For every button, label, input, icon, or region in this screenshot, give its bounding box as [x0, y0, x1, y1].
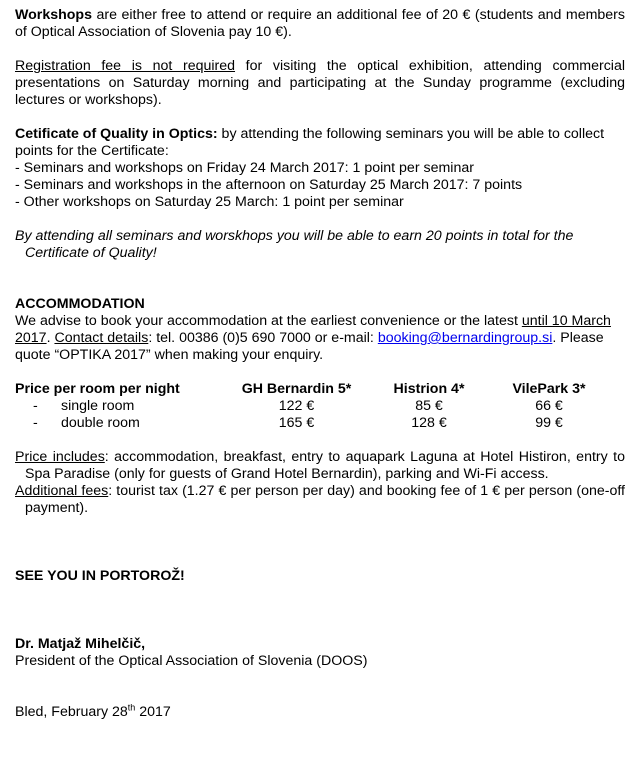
room-type-label: double room: [61, 415, 140, 431]
dateline-place-day: Bled, February 28: [15, 704, 128, 720]
table-row: [15, 415, 613, 432]
accommodation-paragraph: [15, 313, 625, 364]
booking-deadline: until 10 March 2017: [15, 313, 611, 346]
accommodation-text: .: [46, 330, 55, 346]
booking-email-link[interactable]: booking@bernardingroup.si: [377, 330, 553, 346]
accommodation-heading: ACCOMMODATION: [15, 296, 145, 312]
price-header-label: Price per room per night: [15, 381, 180, 397]
room-type-cell: [15, 415, 220, 432]
bullet-dash: -: [33, 415, 38, 431]
bullet-dash: -: [33, 398, 38, 414]
price-includes-text: : accommodation, breakfast, entry to aquapark Laguna at Hotel Histiron, entry to Spa Paradise (only for guests of Grand Hotel Bernardin), parking and Wi-Fi access.: [25, 449, 625, 482]
contact-text: : tel. 00386 (0)5 690 7000 or e-mail:: [148, 330, 378, 346]
price-includes-paragraph: [15, 449, 625, 483]
certificate-note: By attending all seminars and worskhops you will be able to earn 20 points in total for the Certificate of Quality!: [15, 228, 574, 261]
price-cell: 128 €: [411, 415, 447, 431]
dateline-year: 2017: [135, 704, 171, 720]
workshops-text: are either free to attend or require an additional fee of 20 € (students and members of Optical Association of Slovenia pay 10 €).: [15, 7, 625, 40]
certificate-intro: by attending the following seminars you will be able to collect points for the Certificate:: [15, 126, 605, 159]
closing-line: SEE YOU IN PORTOROŽ!: [15, 568, 185, 584]
price-table: [15, 381, 613, 432]
signatory-name: Dr. Matjaž Mihelčič,: [15, 636, 146, 652]
workshops-label: Workshops: [15, 7, 92, 23]
certificate-item: - Seminars and workshops on Friday 24 March 2017: 1 point per seminar: [15, 160, 474, 176]
price-header-hotel: Histrion 4*: [393, 381, 465, 397]
price-includes-label: Price includes: [15, 449, 105, 465]
document-page: [15, 7, 625, 721]
dateline: [15, 704, 625, 721]
price-cell: 122 €: [278, 398, 315, 414]
price-cell: 85 €: [415, 398, 443, 414]
price-cell: 99 €: [535, 415, 563, 431]
price-cell: 66 €: [535, 398, 563, 414]
dateline-suffix: th: [127, 702, 136, 713]
enquiry-text: . Please quote “OPTIKA 2017” when making your enquiry.: [15, 330, 604, 363]
certificate-item: - Other workshops on Saturday 25 March: 1 point per seminar: [15, 194, 404, 210]
table-row: [15, 398, 613, 415]
additional-fees-paragraph: [15, 483, 625, 517]
room-type-cell: [15, 398, 220, 415]
contact-details-label: Contact details: [54, 330, 149, 346]
price-cell: 165 €: [278, 415, 315, 431]
accommodation-text: We advise to book your accommodation at the earliest convenience or the latest: [15, 313, 522, 329]
signatory-title: President of the Optical Association of Slovenia (DOOS): [15, 653, 368, 669]
certificate-item: - Seminars and workshops in the afternoon on Saturday 25 March 2017: 7 points: [15, 177, 523, 193]
registration-fee-text: for visiting the optical exhibition, attending commercial presentations on Saturday morning and participating at the Sunday programme (excluding lectures or workshops).: [15, 58, 625, 108]
price-table-header: [15, 381, 613, 398]
certificate-heading: Cetificate of Quality in Optics:: [15, 126, 218, 142]
registration-fee-label: Registration fee is not required: [15, 58, 236, 74]
registration-paragraph: [15, 58, 625, 109]
additional-fees-text: : tourist tax (1.27 € per person per day) and booking fee of 1 € per person (one-off payment).: [25, 483, 625, 516]
price-header-hotel: VilePark 3*: [512, 381, 586, 397]
workshops-paragraph: [15, 7, 625, 41]
certificate-paragraph: [15, 126, 625, 160]
additional-fees-label: Additional fees: [15, 483, 109, 499]
price-header-hotel: GH Bernardin 5*: [241, 381, 352, 397]
room-type-label: single room: [61, 398, 135, 414]
